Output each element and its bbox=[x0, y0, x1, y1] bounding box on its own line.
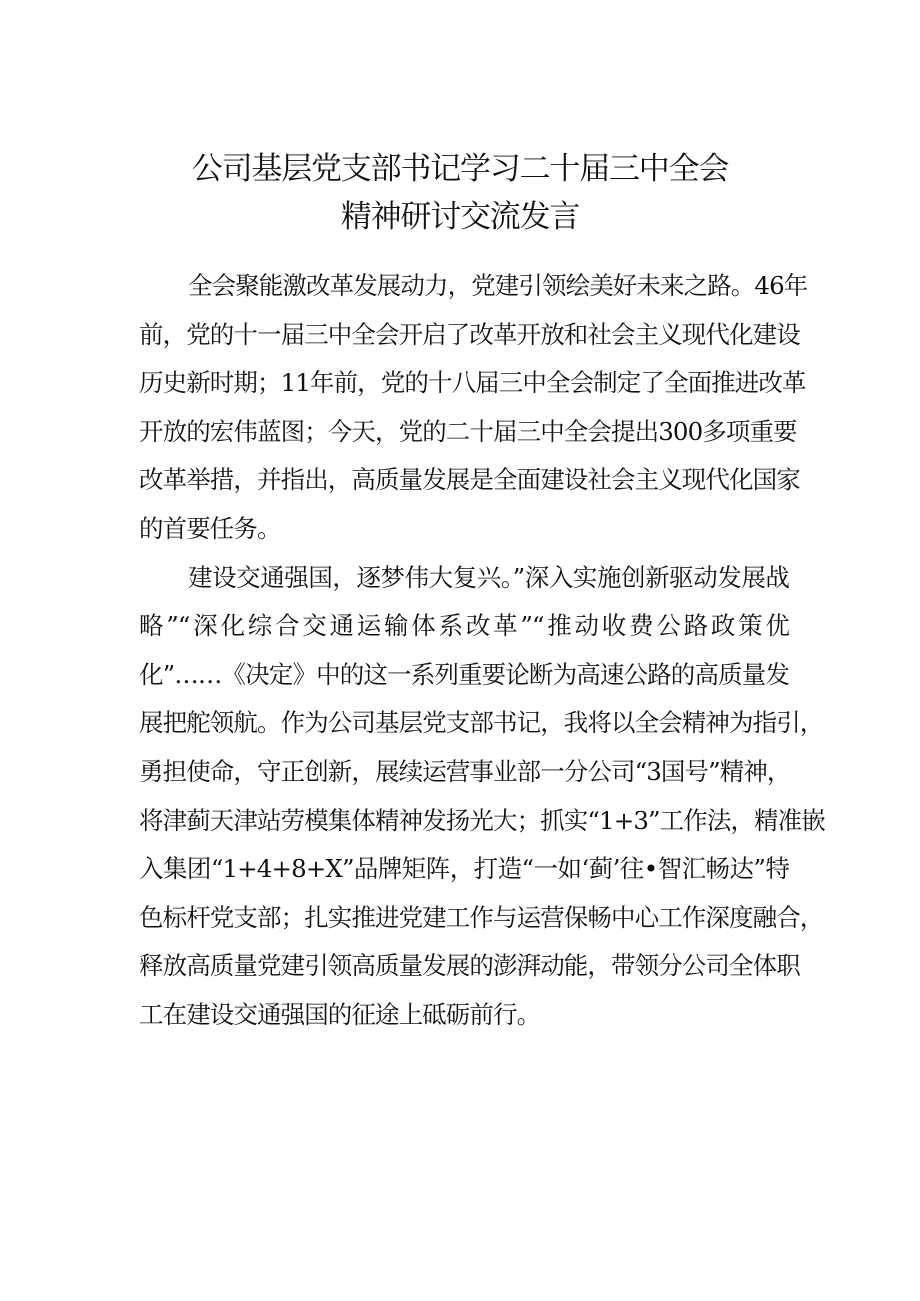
paragraph-line: 前，党的十一届三中全会开启了改革开放和社会主义现代化建设 bbox=[139, 319, 800, 349]
paragraph-1 bbox=[139, 262, 808, 554]
document-title-line-1: 公司基层党支部书记学习二十届三中全会 bbox=[191, 151, 729, 187]
paragraph-line: 释放高质量党建引领高质量发展的澎湃动能，带领分公司全体职 bbox=[139, 951, 800, 981]
paragraph-line: 工在建设交通强国的征途上砥砺前行。 bbox=[139, 999, 541, 1029]
paragraph-line: 开放的宏伟蓝图；今天，党的二十届三中全会提出300多项重要 bbox=[139, 416, 797, 446]
paragraph-2 bbox=[139, 554, 825, 1040]
paragraph-line: 化”……《决定》中的这一系列重要论断为高速公路的高质量发 bbox=[139, 659, 789, 689]
paragraph-line: 的首要任务。 bbox=[139, 513, 281, 543]
paragraph-line: 展把舵领航。作为公司基层党支部书记，我将以全会精神为指引， bbox=[139, 708, 824, 738]
paragraph-line: 色标杆党支部；扎实推进党建工作与运营保畅中心工作深度融合， bbox=[139, 902, 824, 932]
paragraph-line: 全会聚能激改革发展动力，党建引领绘美好未来之路。46年 bbox=[188, 271, 808, 300]
paragraph-line: 将津蓟天津站劳模集体精神发扬光大；抓实“1+3”工作法，精准嵌 bbox=[139, 805, 825, 835]
paragraph-line: 略”“深化综合交通运输体系改革”“推动收费公路政策优 bbox=[139, 611, 789, 641]
paragraph-line: 建设交通强国，逐梦伟大复兴。”深入实施创新驱动发展战 bbox=[188, 562, 789, 592]
document-body bbox=[139, 262, 825, 1040]
paragraph-line: 改革举措，并指出，高质量发展是全面建设社会主义现代化国家 bbox=[139, 465, 800, 495]
paragraph-line: 历史新时期；11年前，党的十八届三中全会制定了全面推进改革 bbox=[139, 368, 806, 398]
paragraph-line: 勇担使命，守正创新，展续运营事业部一分公司“3国号”精神， bbox=[139, 756, 791, 786]
document-title-line-2: 精神研讨交流发言 bbox=[340, 199, 580, 235]
paragraph-line: 入集团“1+4+8+X”品牌矩阵，打造“一如‘蓟’往•智汇畅达”特 bbox=[139, 854, 789, 884]
